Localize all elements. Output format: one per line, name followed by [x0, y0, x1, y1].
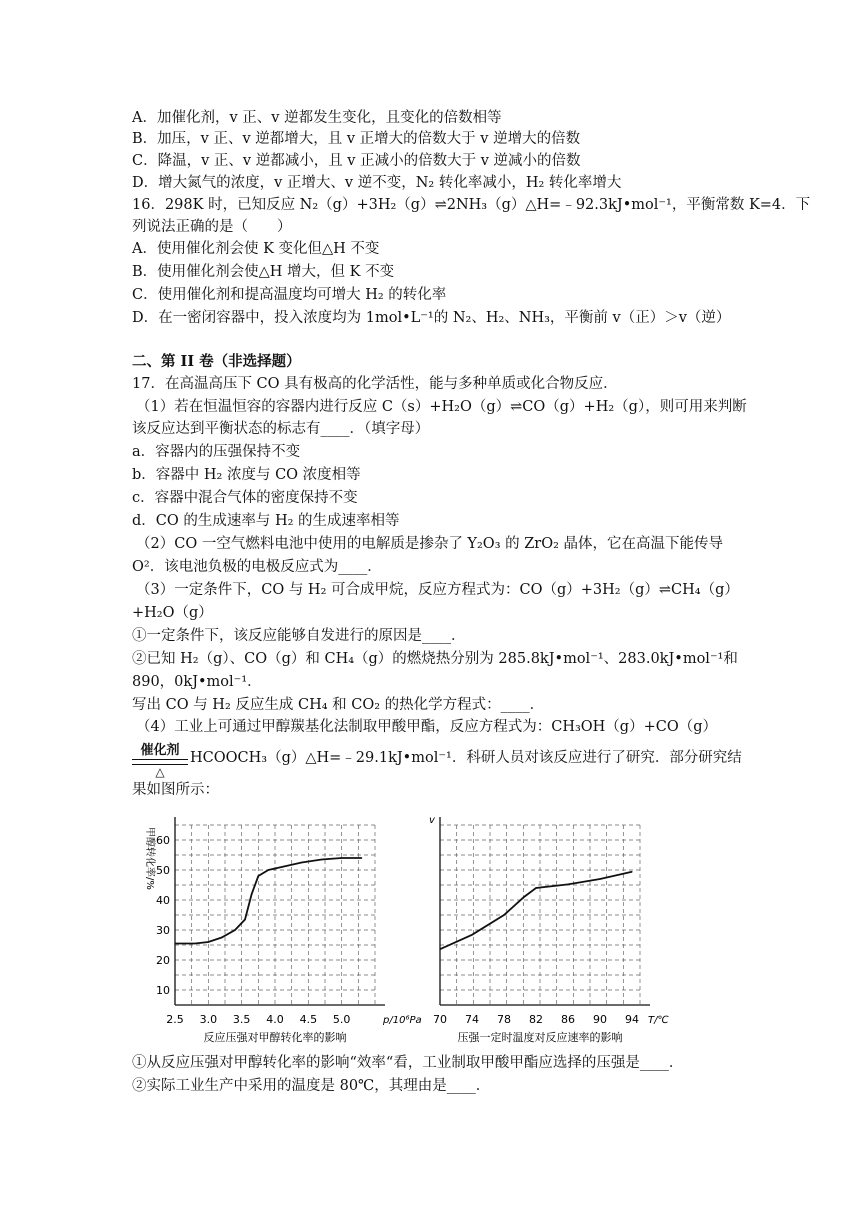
- temperature-rate-chart-svg: [412, 805, 677, 1050]
- chart1-data-point: [599, 878, 600, 879]
- chart1-y-axis-label: v: [429, 815, 435, 826]
- chart0-x-axis-label: p/10⁶Pa: [383, 1015, 422, 1026]
- text-line-19: （2）CO 一空气燃料电池中使用的电解质是掺杂了 Y₂O₃ 的 ZrO₂ 晶体，它在高温下能传导: [136, 536, 724, 552]
- chart0-x-tick-label: 3.0: [199, 1013, 218, 1026]
- chart0-y-tick-label: 60: [156, 834, 170, 847]
- chart1-x-tick-label: 94: [625, 1013, 639, 1026]
- text-line-3: C．降温，v 正、v 逆都减小，且 v 正减小的倍数大于 v 逆减小的倍数: [132, 153, 581, 169]
- text-line-6: 列说法正确的是（ ）: [132, 219, 292, 235]
- chart0-title: 反应压强对甲醇转化率的影响: [203, 1031, 347, 1044]
- text-line-9: C．使用催化剂和提高温度均可增大 H₂ 的转化率: [132, 287, 447, 303]
- chart0-data-point: [301, 862, 302, 863]
- text-line-18: d．CO 的生成速率与 H₂ 的生成速率相等: [132, 513, 400, 529]
- chart1-x-tick-label: 78: [497, 1013, 511, 1026]
- text-line-5: 16．298K 时，已知反应 N₂（g）+3H₂（g）⇌2NH₃（g）△H=﹣92.3kJ•mol⁻¹，平衡常数 K=4．下: [132, 197, 811, 213]
- chart0-data-point: [361, 857, 362, 858]
- chart0-x-tick-label: 2.5: [166, 1013, 184, 1026]
- text-line-15: a．容器内的压强保持不变: [132, 444, 301, 460]
- chart0-data-point: [174, 943, 175, 944]
- text-line-8: B．使用催化剂会使△H 增大，但 K 不变: [132, 264, 395, 280]
- text-line-22: +H₂O（g）: [132, 605, 213, 621]
- chart0-data-point: [258, 875, 259, 876]
- text-line-2: B．加压，v 正、v 逆都增大，且 v 正增大的倍数大于 v 逆增大的倍数: [132, 131, 581, 147]
- chart0-x-tick-label: 5.0: [332, 1013, 351, 1026]
- chart1-x-tick-label: 86: [561, 1013, 575, 1026]
- text-line-30: ①从反应压强对甲醇转化率的影响“效率“看，工业制取甲酸甲酯应选择的压强是____．: [132, 1055, 684, 1071]
- chart1-series-line: [440, 872, 632, 949]
- pressure-conversion-chart: [120, 805, 422, 1050]
- text-line-27: （4）工业上可通过甲醇羰基化法制取甲酸甲酯，反应方程式为：CH₃OH（g）+CO（g）: [136, 719, 718, 735]
- chart0-y-tick-label: 30: [156, 924, 170, 937]
- catalyst-label: 催化剂: [140, 743, 180, 758]
- chart0-data-point: [221, 937, 222, 938]
- chart1-data-point: [535, 887, 536, 888]
- text-line-26: 写出 CO 与 H₂ 反应生成 CH₄ 和 CO₂ 的热化学方程式：____．: [132, 697, 545, 713]
- text-line-10: D．在一密闭容器中，投入浓度均为 1mol•L⁻¹的 N₂、H₂、NH₃，平衡前 v（正）＞v（逆）: [132, 310, 731, 326]
- chart0-x-tick-label: 4.5: [299, 1013, 318, 1026]
- chart1-data-point: [631, 871, 632, 872]
- catalyst-condition-symbol: [132, 739, 188, 778]
- chart0-data-point: [251, 893, 252, 894]
- chart0-data-point: [281, 866, 282, 867]
- text-line-17: c．容器中混合气体的密度保持不变: [132, 490, 358, 506]
- chart1-x-axis-label: T/℃: [648, 1015, 669, 1026]
- text-line-29: 果如图所示：: [132, 782, 219, 798]
- chart0-data-point: [341, 857, 342, 858]
- text-line-25: 890，0kJ•mol⁻¹．: [132, 674, 262, 690]
- chart1-x-tick-label: 82: [529, 1013, 543, 1026]
- chart0-data-point: [234, 929, 235, 930]
- chart1-x-tick-label: 74: [465, 1013, 479, 1026]
- chart0-y-tick-label: 20: [156, 954, 170, 967]
- heat-symbol: △: [155, 765, 165, 779]
- chart1-data-point: [567, 884, 568, 885]
- text-line-31: ②实际工业生产中采用的温度是 80℃，其理由是____．: [132, 1078, 491, 1094]
- text-line-20: O²．该电池负极的电极反应式为____．: [132, 559, 382, 575]
- text-line-21: （3）一定条件下，CO 与 H₂ 可合成甲烷，反应方程式为：CO（g）+3H₂（g）⇌CH₄（g）: [136, 582, 739, 598]
- text-line-4: D．增大氮气的浓度，v 正增大、v 逆不变，N₂ 转化率减小，H₂ 转化率增大: [132, 175, 622, 191]
- chart0-data-point: [268, 869, 269, 870]
- chart0-data-point: [208, 941, 209, 942]
- chart0-data-point: [194, 943, 195, 944]
- chart1-x-tick-label: 70: [433, 1013, 447, 1026]
- chart0-y-tick-label: 40: [156, 894, 170, 907]
- chart1-x-tick-label: 90: [593, 1013, 607, 1026]
- text-line-11: 二、第 II 卷（非选择题）: [132, 353, 301, 370]
- chart1-data-point: [471, 934, 472, 935]
- temperature-rate-chart: [412, 805, 677, 1050]
- text-line-12: 17．在高温高压下 CO 具有极高的化学活性，能与多种单质或化合物反应．: [132, 376, 618, 392]
- chart1-data-point: [439, 949, 440, 950]
- chart0-y-axis-label: 甲醇转化率/%: [144, 827, 155, 890]
- chart1-title: 压强一定时温度对反应速率的影响: [457, 1031, 623, 1044]
- chart0-y-tick-label: 10: [156, 984, 170, 997]
- chart0-series-line: [175, 858, 362, 944]
- chart1-data-point: [523, 896, 524, 897]
- text-line-7: A．使用催化剂会使 K 变化但△H 不变: [132, 241, 380, 257]
- chart0-data-point: [244, 919, 245, 920]
- chart0-data-point: [321, 859, 322, 860]
- text-line-13: （1）若在恒温恒容的容器内进行反应 C（s）+H₂O（g）⇌CO（g）+H₂（g），则可用来判断: [136, 399, 747, 415]
- text-line-1: A．加催化剂，v 正、v 逆都发生变化，且变化的倍数相等: [132, 110, 502, 126]
- text-line-24: ②已知 H₂（g）、CO（g）和 CH₄（g）的燃烧热分别为 285.8kJ•mol⁻¹、283.0kJ•mol⁻¹和: [132, 651, 738, 667]
- text-line-14: 该反应达到平衡状态的标志有____．（填字母）: [132, 421, 430, 437]
- chart0-x-tick-label: 3.5: [232, 1013, 251, 1026]
- chart0-x-tick-label: 4.0: [266, 1013, 284, 1026]
- chart1-data-point: [503, 914, 504, 915]
- chart0-y-tick-label: 50: [156, 864, 170, 877]
- pressure-conversion-chart-svg: [120, 805, 422, 1050]
- text-line-23: ①一定条件下，该反应能够自发进行的原因是____．: [132, 628, 466, 644]
- text-line-28: HCOOCH₃（g）△H=﹣29.1kJ•mol⁻¹．科研人员对该反应进行了研究．部分研究结: [190, 750, 742, 766]
- text-line-16: b．容器中 H₂ 浓度与 CO 浓度相等: [132, 467, 361, 483]
